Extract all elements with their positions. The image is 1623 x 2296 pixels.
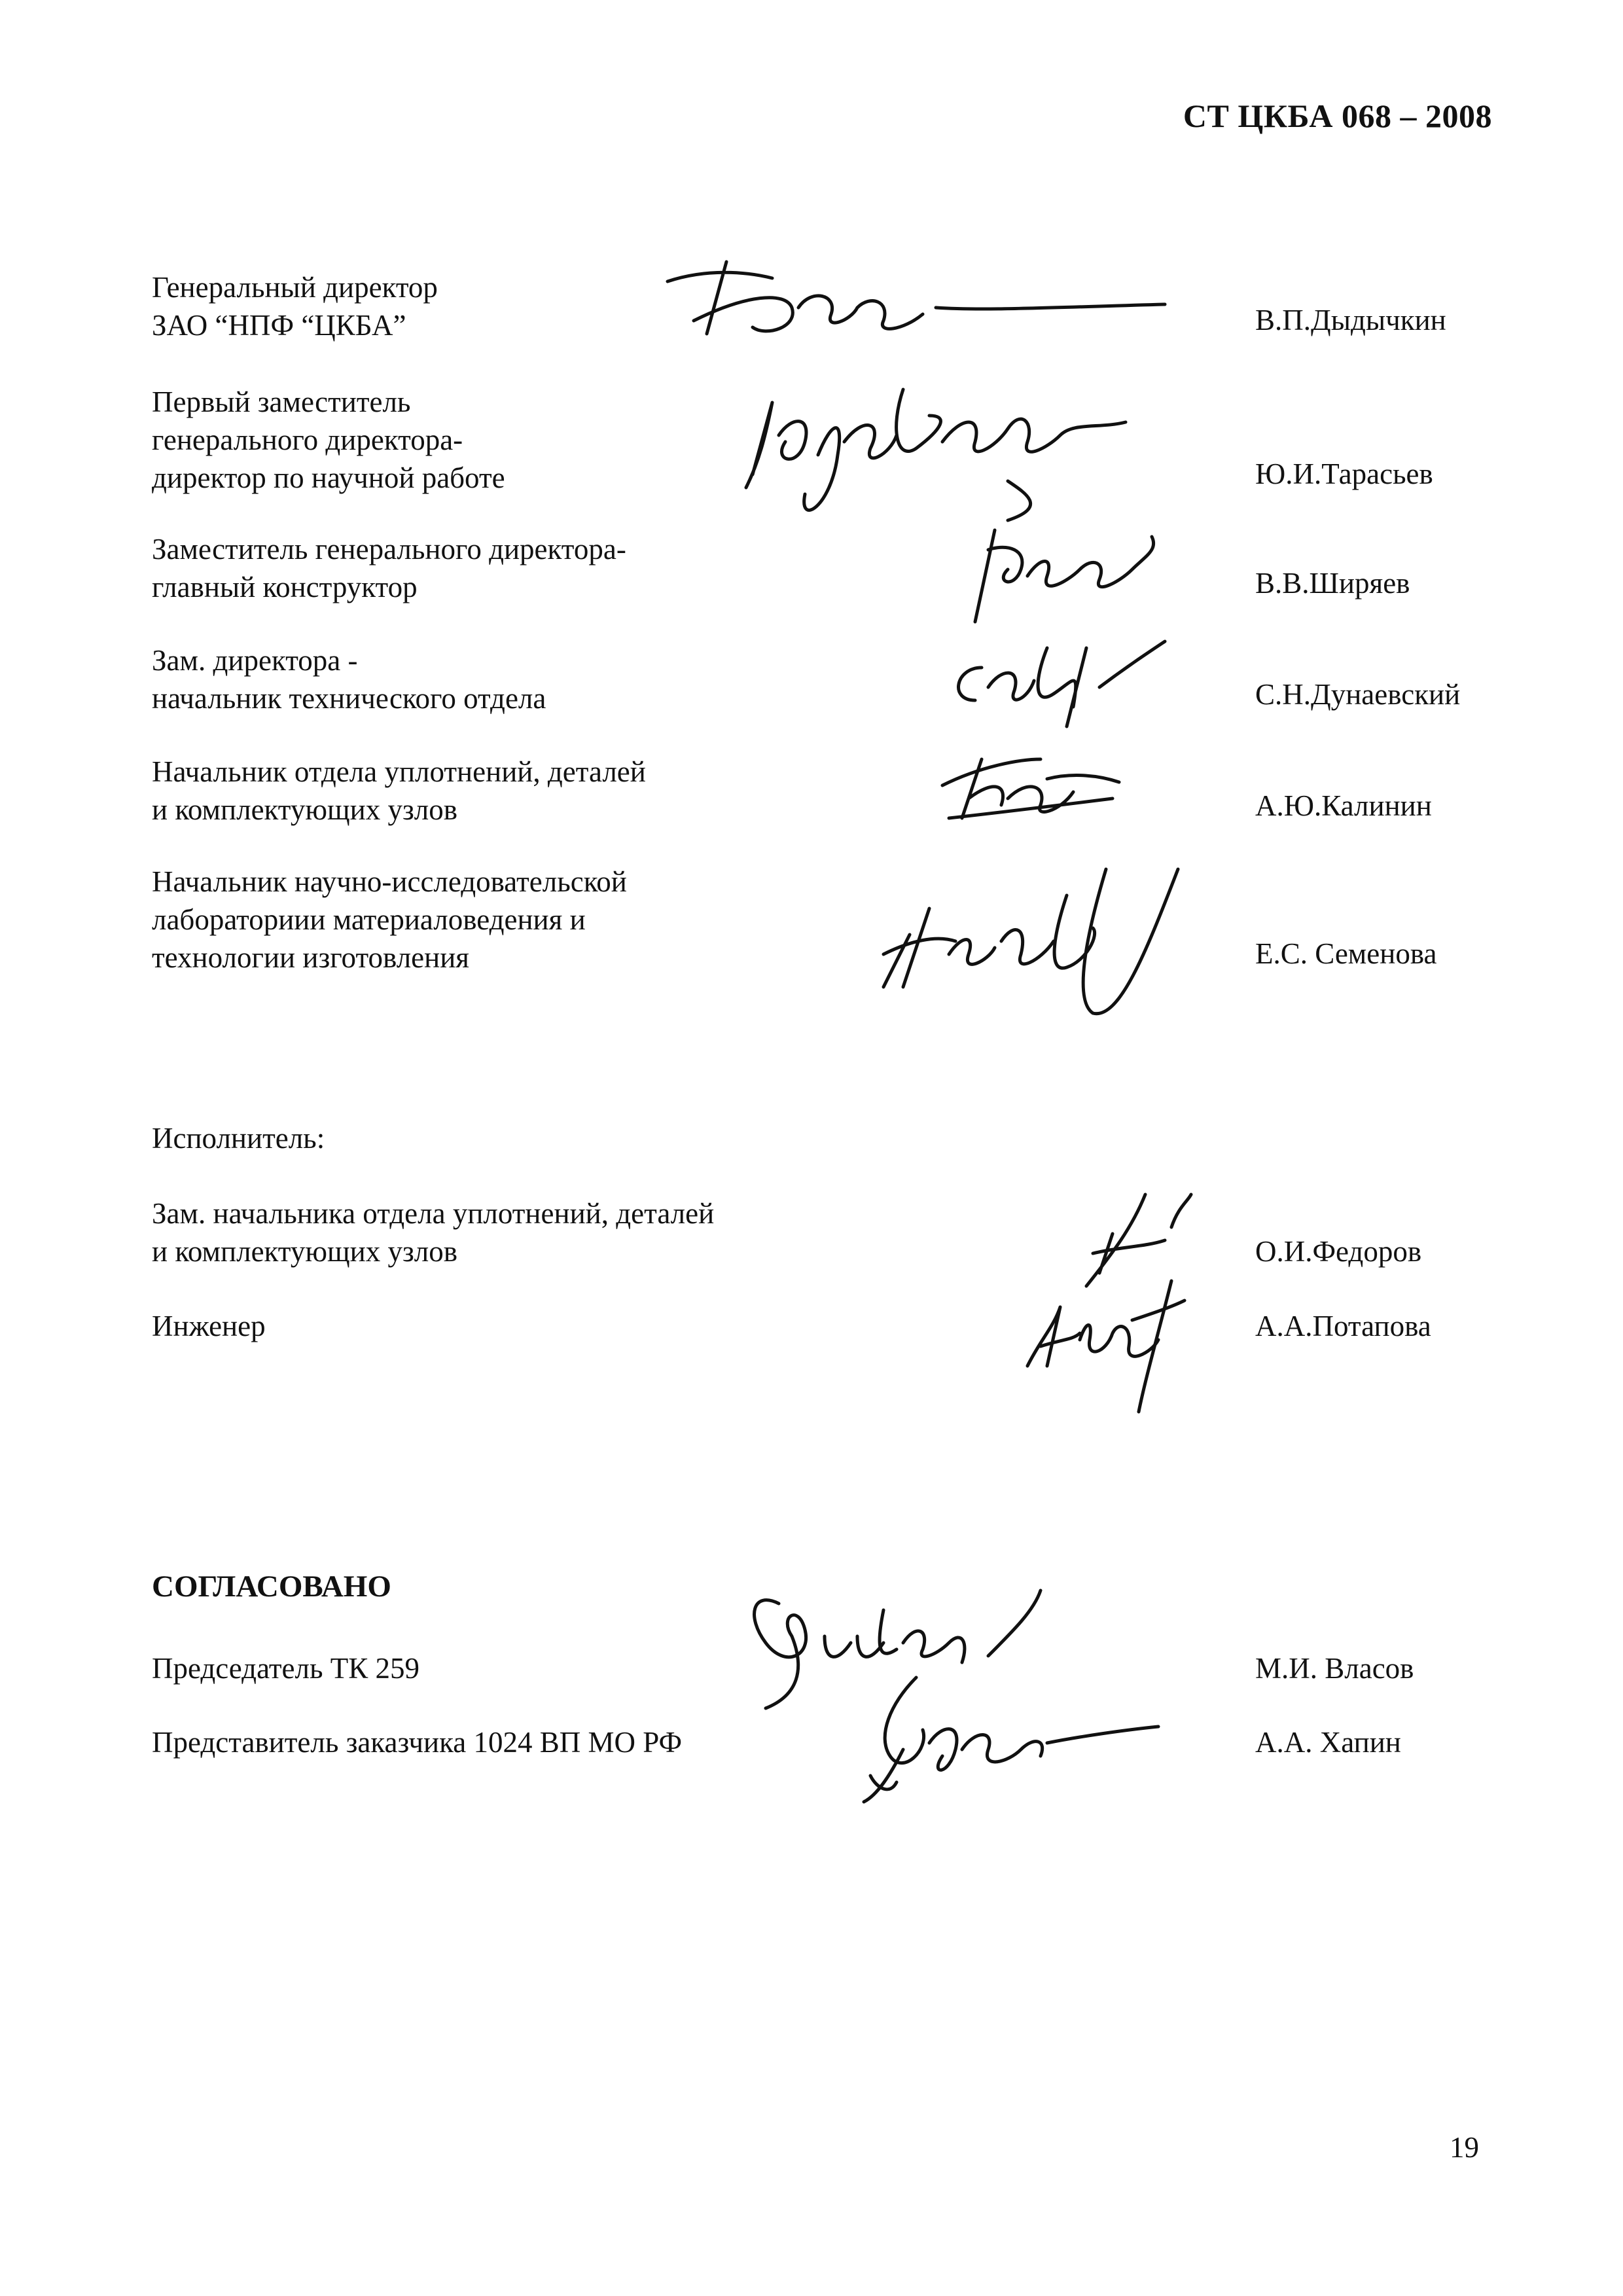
signature-khapin xyxy=(851,1664,1165,1815)
signature-semenova xyxy=(870,856,1198,1026)
executor-position: Инженер xyxy=(152,1310,266,1342)
signatory-name: В.П.Дыдычкин xyxy=(1255,304,1446,336)
approval-name: М.И. Власов xyxy=(1255,1652,1414,1685)
executor-position: Зам. начальника отдела уплотнений, деталей и комплектующих узлов xyxy=(152,1197,715,1268)
signatory-position: Первый заместитель генерального директора- директор по научной работе xyxy=(152,386,505,494)
executor-name: А.А.Потапова xyxy=(1255,1310,1431,1342)
signatory-name: Ю.И.Тарасьев xyxy=(1255,457,1433,490)
approval-position: Председатель ТК 259 xyxy=(152,1652,419,1685)
signature-kalinin xyxy=(929,746,1126,831)
signatory-position: Зам. директора - начальник технического отдела xyxy=(152,644,546,715)
signature-potapova xyxy=(1014,1268,1198,1418)
signature-dunaevsky xyxy=(936,628,1171,726)
approval-position: Представитель заказчика 1024 ВП МО РФ xyxy=(152,1726,683,1759)
document-code: СТ ЦКБА 068 – 2008 xyxy=(1183,98,1492,134)
executors-heading: Исполнитель: xyxy=(152,1122,325,1155)
approval-name: А.А. Хапин xyxy=(1255,1726,1401,1759)
signatory-position: Генеральный директор ЗАО “НПФ “ЦКБА” xyxy=(152,271,438,342)
signatory-position: Начальник отдела уплотнений, деталей и комплектующих узлов xyxy=(152,755,646,826)
signature-dydychkin xyxy=(654,255,1178,353)
approval-heading: СОГЛАСОВАНО xyxy=(152,1570,391,1604)
signatory-position: Заместитель генерального директора- главный конструктор xyxy=(152,533,626,603)
signatory-name: В.В.Ширяев xyxy=(1255,567,1410,600)
executor-name: О.И.Федоров xyxy=(1255,1235,1422,1268)
signatory-name: С.Н.Дунаевский xyxy=(1255,678,1461,711)
signatory-name: А.Ю.Калинин xyxy=(1255,789,1432,822)
signatory-name: Е.С. Семенова xyxy=(1255,937,1437,970)
signature-shiryaev xyxy=(969,517,1165,628)
page-number: 19 xyxy=(1450,2131,1479,2164)
signatory-position: Начальник научно-исследовательской лабораториии материаловедения и технологии изготовления xyxy=(152,865,627,974)
